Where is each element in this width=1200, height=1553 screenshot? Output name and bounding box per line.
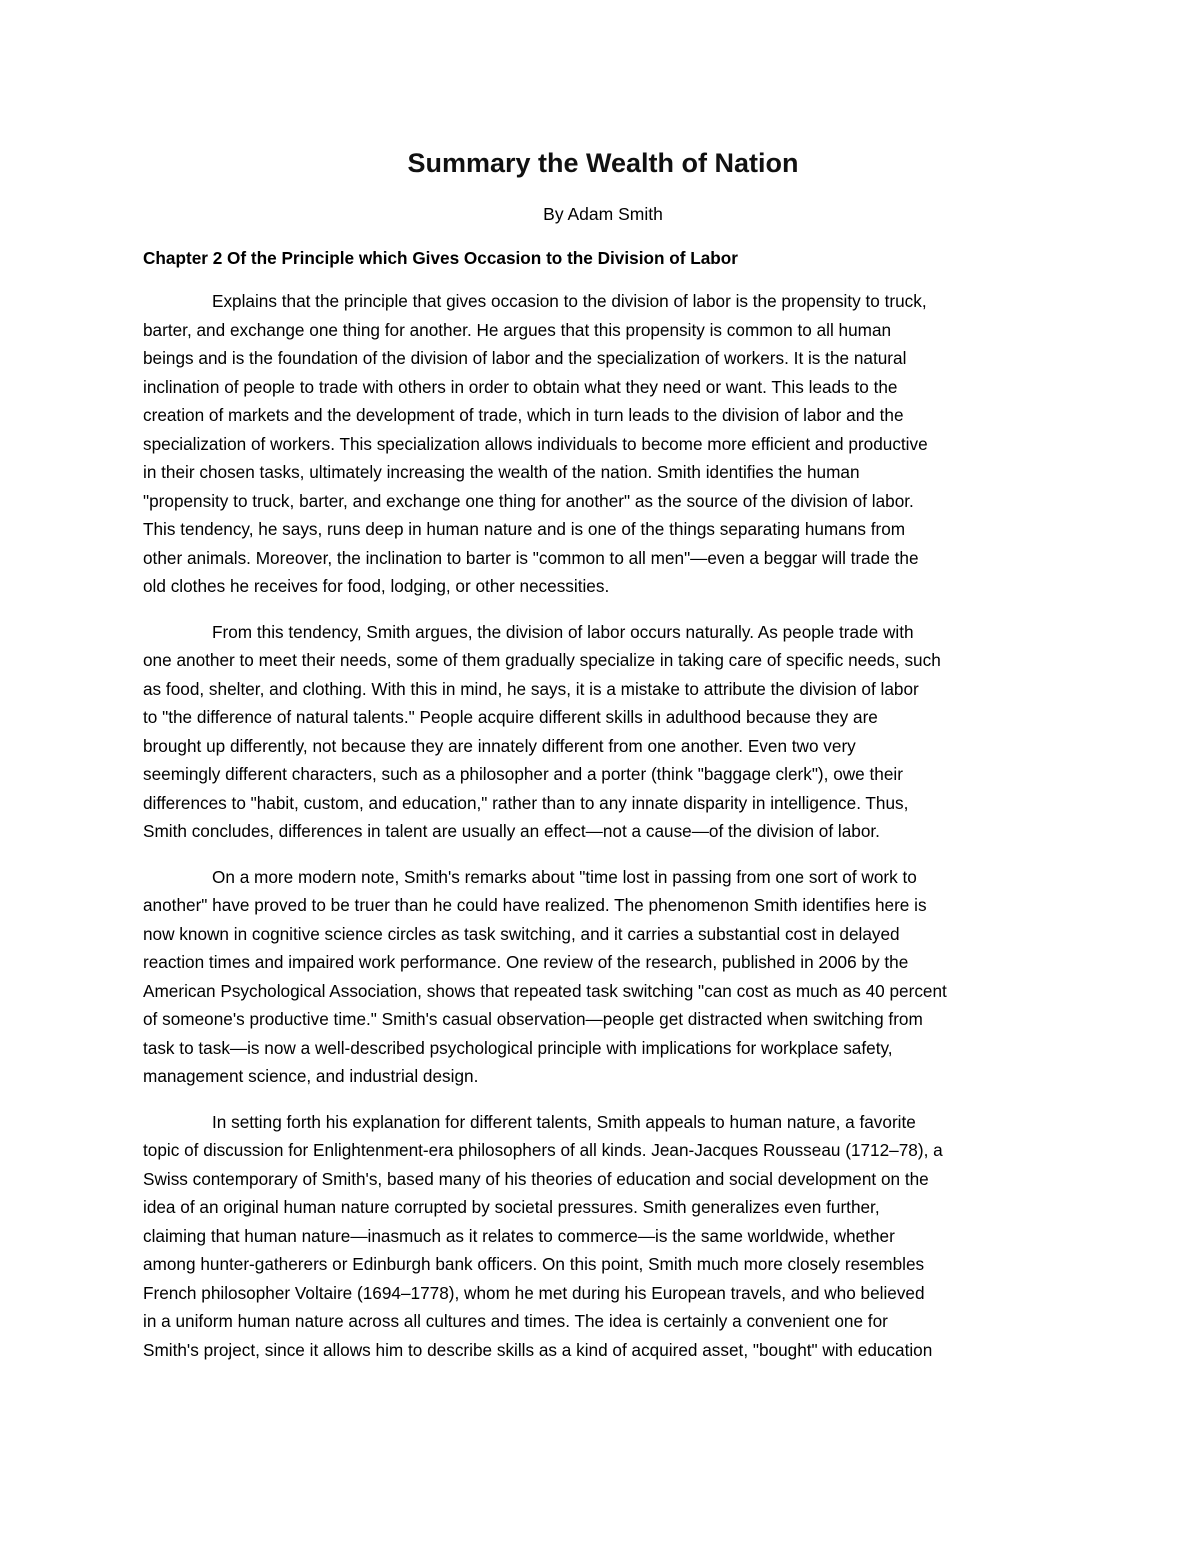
paragraph-line: idea of an original human nature corrupted by societal pressures. Smith generalizes even further, [143, 1197, 880, 1217]
paragraph-line: Smith concludes, differences in talent are usually an effect—not a cause—of the division of labor. [143, 821, 880, 841]
paragraph-line: specialization of workers. This specialization allows individuals to become more efficient and productive [143, 433, 928, 454]
paragraph-line: reaction times and impaired work performance. One review of the research, published in 2006 by the [143, 952, 909, 972]
paragraph-line: "propensity to truck, barter, and exchange one thing for another" as the source of the division of labor. [143, 490, 914, 511]
paragraph-line: to "the difference of natural talents." People acquire different skills in adulthood because they are [143, 707, 878, 727]
paragraph-line: old clothes he receives for food, lodging, or other necessities. [143, 576, 610, 596]
paragraph-line: barter, and exchange one thing for another. He argues that this propensity is common to all human [143, 319, 892, 340]
body-paragraph [143, 618, 1063, 846]
paragraph-line: Smith's project, since it allows him to describe skills as a kind of acquired asset, "bought" with education [143, 1339, 933, 1360]
chapter-heading: Chapter 2 Of the Principle which Gives Occasion to the Division of Labor [143, 248, 738, 268]
paragraph-line: claiming that human nature—inasmuch as it relates to commerce—is the same worldwide, whether [143, 1225, 895, 1246]
body-paragraph [143, 1108, 1063, 1365]
paragraph-line: in a uniform human nature across all cultures and times. The idea is certainly a convenient one for [143, 1311, 888, 1331]
paragraph-line: In setting forth his explanation for different talents, Smith appeals to human nature, a favorite [212, 1111, 916, 1132]
paragraph-line: beings and is the foundation of the division of labor and the specialization of workers. It is the natural [143, 348, 907, 368]
paragraph-line: French philosopher Voltaire (1694–1778), whom he met during his European travels, and who believed [143, 1282, 925, 1303]
paragraph-line: brought up differently, not because they are innately different from one another. Even two very [143, 735, 856, 756]
paragraph-line: task to task—is now a well-described psychological principle with implications for workplace safety, [143, 1037, 893, 1058]
paragraph-line: of someone's productive time." Smith's casual observation—people get distracted when switching from [143, 1009, 923, 1029]
paragraph-line: as food, shelter, and clothing. With this in mind, he says, it is a mistake to attribute the division of labor [143, 678, 919, 699]
paragraph-line: among hunter-gatherers or Edinburgh bank officers. On this point, Smith much more closely resembles [143, 1254, 925, 1274]
paragraph-line: inclination of people to trade with others in order to obtain what they need or want. This leads to the [143, 376, 898, 397]
paragraphs-container [143, 287, 1063, 1364]
paragraph-line: management science, and industrial design. [143, 1066, 479, 1086]
paragraph-line: now known in cognitive science circles as task switching, and it carries a substantial cost in delayed [143, 923, 900, 944]
paragraph-line: From this tendency, Smith argues, the division of labor occurs naturally. As people trade with [212, 621, 914, 642]
body-paragraph [143, 863, 1063, 1091]
paragraph-line: creation of markets and the development of trade, which in turn leads to the division of labor and the [143, 405, 904, 425]
paragraph-line: differences to "habit, custom, and education," rather than to any innate disparity in intelligence. Thus, [143, 792, 909, 813]
document-title: Summary the Wealth of Nation [407, 148, 799, 178]
author-byline: By Adam Smith [543, 204, 663, 224]
document-body [143, 142, 1063, 1364]
paragraph-line: one another to meet their needs, some of them gradually specialize in taking care of specific needs, such [143, 650, 941, 670]
paragraph-line: On a more modern note, Smith's remarks about "time lost in passing from one sort of work to [212, 866, 917, 887]
paragraph-line: topic of discussion for Enlightenment-era philosophers of all kinds. Jean-Jacques Rousseau (1712–78), a [143, 1140, 943, 1160]
paragraph-line: seemingly different characters, such as a philosopher and a porter (think "baggage clerk"), owe their [143, 764, 903, 784]
paragraph-line: Swiss contemporary of Smith's, based many of his theories of education and social development on the [143, 1168, 929, 1189]
paragraph-line: This tendency, he says, runs deep in human nature and is one of the things separating humans from [143, 519, 906, 539]
paragraph-line: Explains that the principle that gives occasion to the division of labor is the propensity to truck, [212, 291, 927, 311]
paragraph-line: other animals. Moreover, the inclination to barter is "common to all men"—even a beggar will trade the [143, 547, 919, 568]
paragraph-line: another" have proved to be truer than he could have realized. The phenomenon Smith identifies here is [143, 895, 927, 915]
paragraph-line: in their chosen tasks, ultimately increasing the wealth of the nation. Smith identifies the human [143, 462, 860, 482]
paragraph-line: American Psychological Association, shows that repeated task switching "can cost as much as 40 percent [143, 980, 947, 1001]
body-paragraph [143, 287, 1063, 601]
